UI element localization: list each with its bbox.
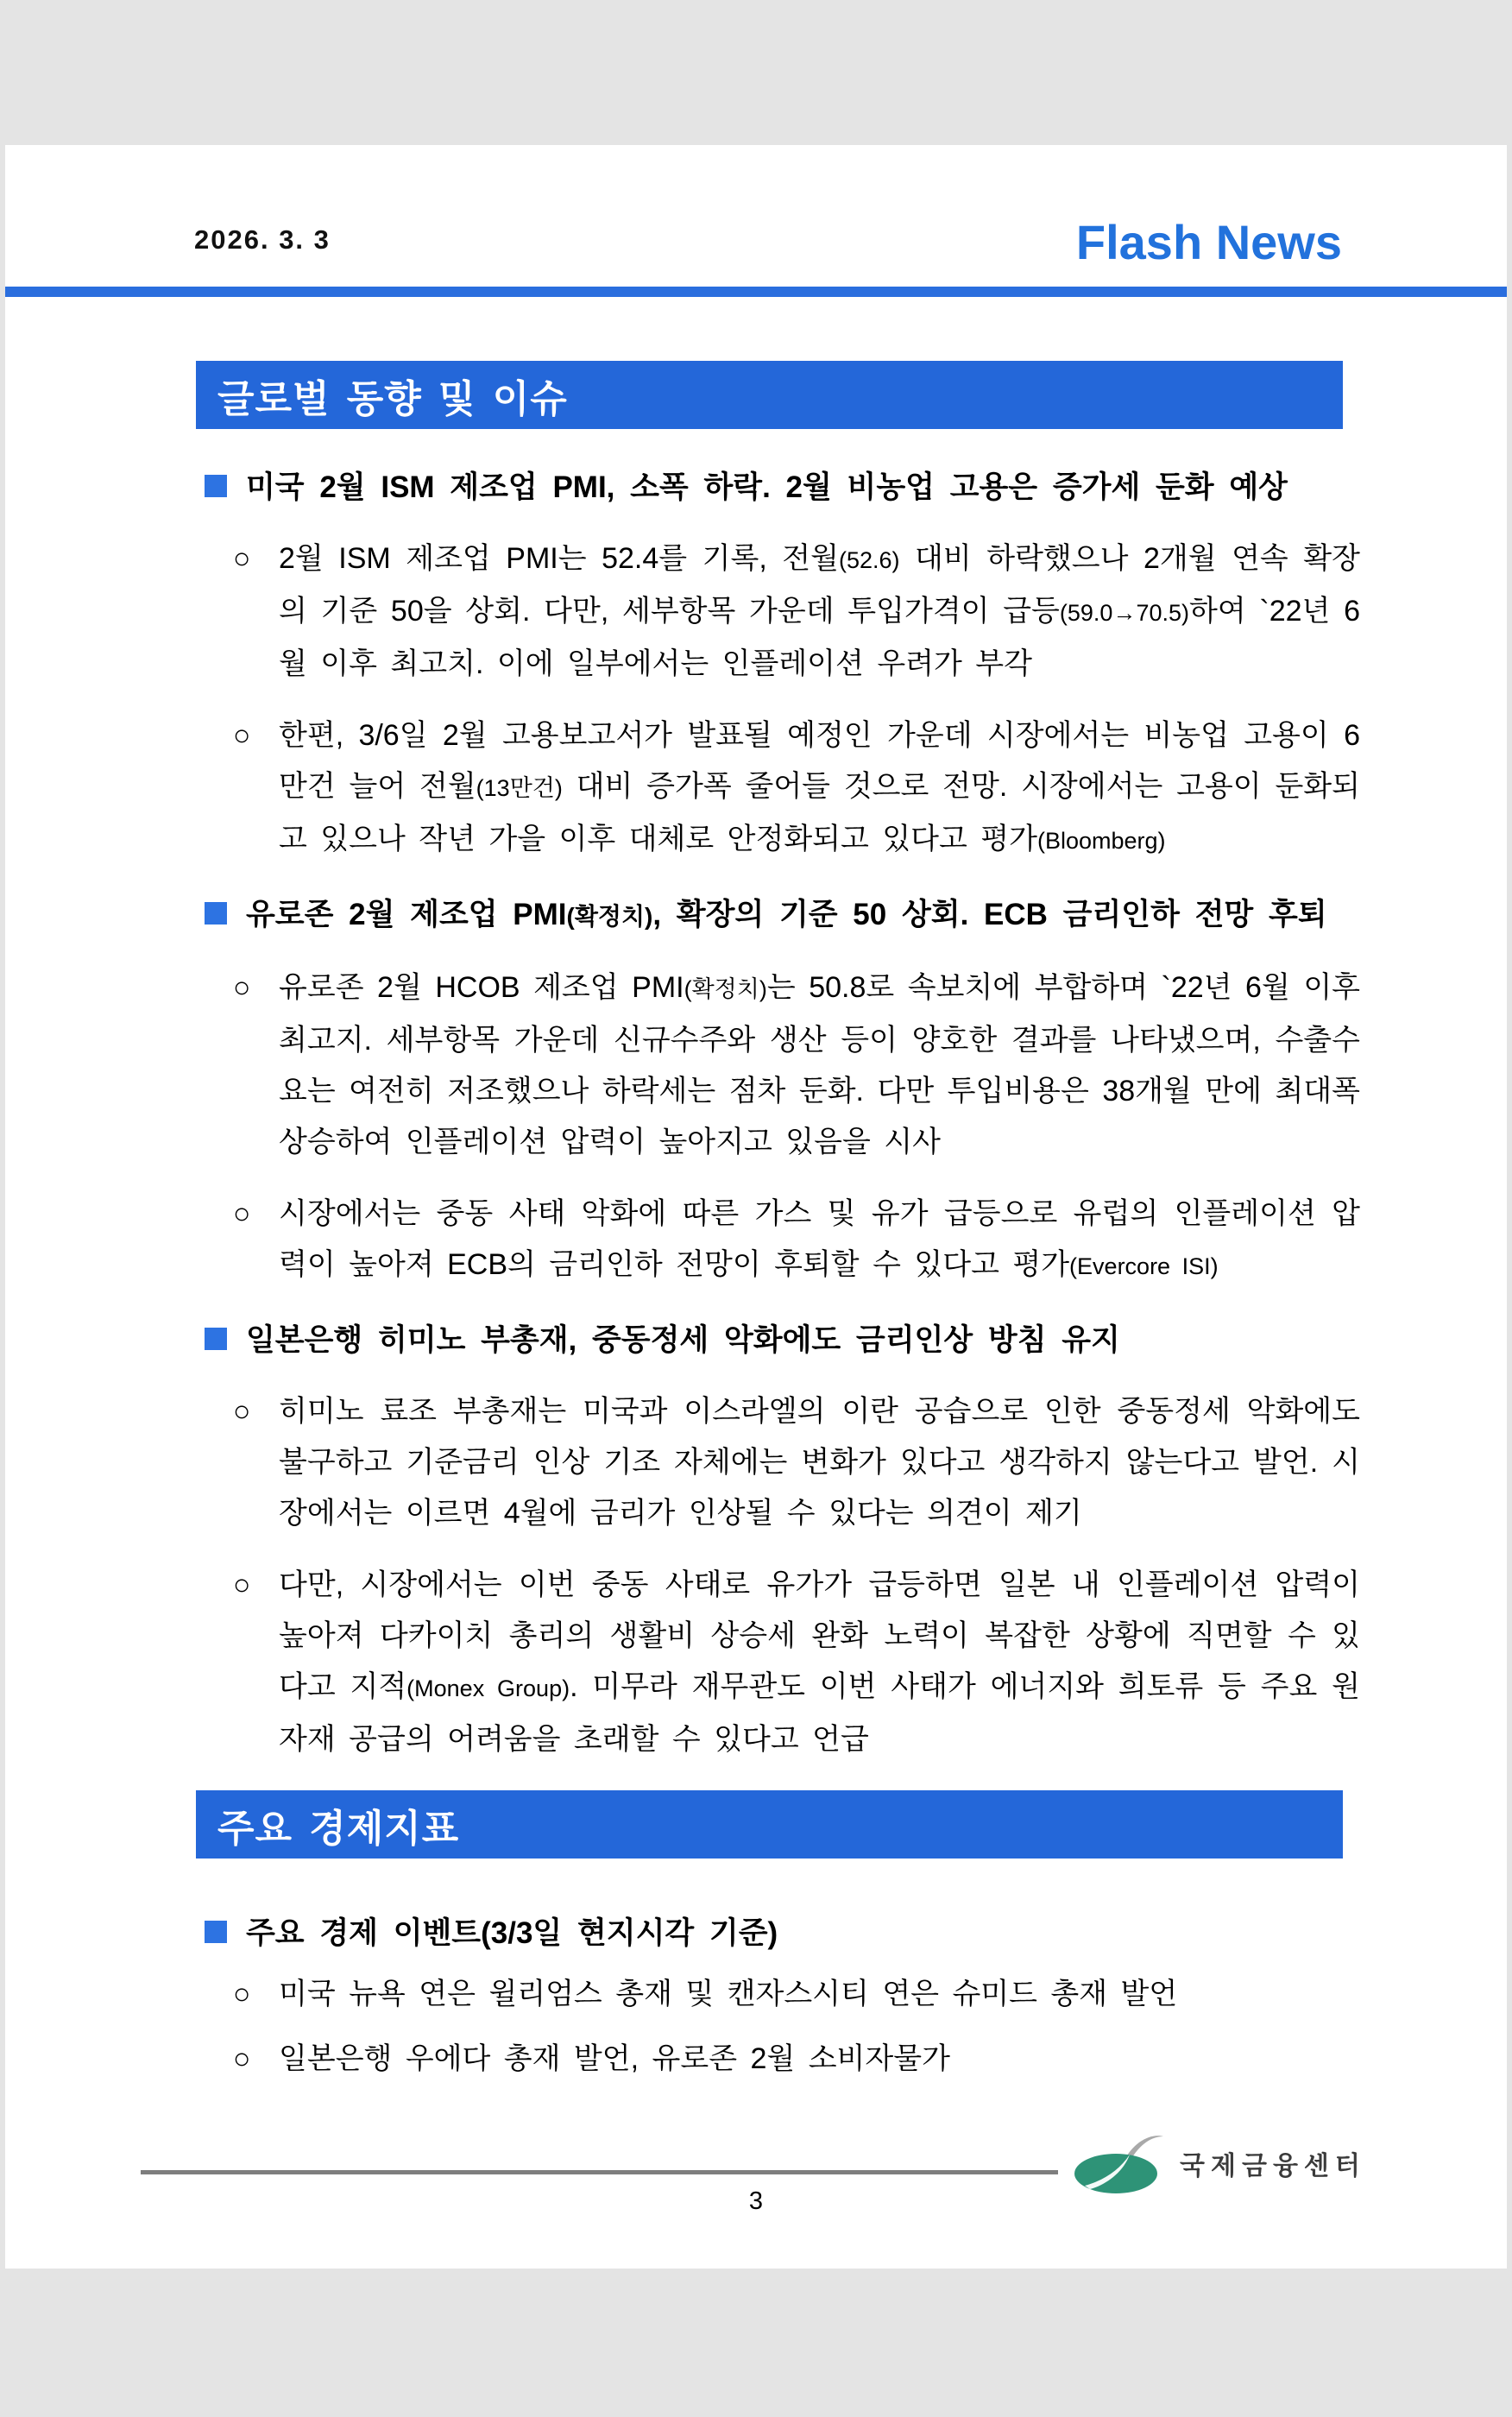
circle-bullet-icon: ○	[233, 2042, 251, 2075]
page-number: 3	[748, 2187, 764, 2215]
section-heading-text: 미국 2월 ISM 제조업 PMI, 소폭 하락. 2월 비농업 고용은 증가세 둔화 예상	[246, 470, 1288, 504]
text-run: 는 50.8로 속보치에 부합하며 `22년 6월 이후 최고지. 세부항목 가운데 신규수주와 생산 등이 양호한 결과를 나타냈으며, 수출수요는 여전히 저조했으나 하락세는 점차 둔화. 다만 투입비용은 38개월 만에 최대폭 상승하여 인플레이션 압력이 높아지고 있음을 시사	[279, 971, 1361, 1158]
circle-bullet-icon: ○	[233, 1197, 251, 1230]
bullet-paragraph-oil	[233, 1560, 1360, 1765]
text-run: 대비 하락했으나 2개월 연속 확장의 기준 50을 상회. 다만, 세부항목 가운데 투입가격이 급등	[279, 542, 1360, 628]
section-heading-text	[246, 898, 1327, 931]
section-heading-events	[205, 1908, 1360, 1959]
text-run: 미국 뉴욕 연은 윌리엄스 총재 및 캔자스시티 연은 슈미드 총재 발언	[279, 1978, 1178, 2010]
section-heading-text: 일본은행 히미노 부총재, 중동정세 악화에도 금리인상 방침 유지	[246, 1323, 1120, 1357]
circle-bullet-icon: ○	[233, 971, 251, 1004]
bullet-paragraph-himino	[233, 1386, 1360, 1539]
text-run: 일본은행 우에다 총재 발언, 유로존 2월 소비자물가	[279, 2042, 950, 2075]
text-run-small: (59.0→70.5)	[1059, 600, 1189, 626]
square-bullet-icon	[205, 1328, 227, 1350]
circle-bullet-icon: ○	[233, 719, 251, 752]
bullet-paragraph-fed-speakers	[233, 1969, 1360, 2020]
text-run: . 미무라 재무관도 이번 사태가 에너지와 희토류 등 주요 원자재 공급의 어려움을 초래할 수 있다고 언급	[279, 1670, 1360, 1756]
text-run: , 확장의 기준 50 상회. ECB 금리인하 전망 후퇴	[652, 898, 1327, 931]
kcif-logo-mark-icon	[1073, 2130, 1169, 2196]
text-run-small: (52.6)	[838, 547, 900, 573]
text-run: 유로존 2월 HCOB 제조업 PMI	[279, 971, 684, 1004]
bullet-paragraph-ism	[233, 533, 1360, 690]
header-rule	[5, 287, 1507, 297]
section-heading-eurozone	[205, 889, 1360, 942]
circle-bullet-icon: ○	[233, 1978, 251, 2010]
text-run: 2월 ISM 제조업 PMI는 52.4를 기록, 전월	[279, 542, 839, 575]
square-bullet-icon	[205, 475, 227, 497]
text-run: 시장에서는 중동 사태 악화에 따른 가스 및 유가 급등으로 유럽의 인플레이션 압력이 높아져 ECB의 금리인하 전망이 후퇴할 수 있다고 평가	[279, 1197, 1360, 1281]
section-banner-indicators: 주요 경제지표	[196, 1790, 1343, 1859]
report-date: 2026. 3. 3	[194, 224, 331, 255]
bullet-paragraph-ueda-cpi	[233, 2034, 1360, 2085]
circle-bullet-icon: ○	[233, 1568, 251, 1601]
text-run-small: (확정치)	[566, 903, 653, 930]
bullet-paragraph-ecb	[233, 1189, 1360, 1292]
text-run-small: (Monex Group)	[406, 1675, 570, 1701]
bullet-paragraph-hcob	[233, 962, 1361, 1168]
kcif-logo	[1073, 2130, 1366, 2196]
footer-rule	[141, 2170, 1058, 2174]
text-run: 유로존 2월 제조업 PMI	[246, 898, 567, 931]
section-heading-us	[205, 462, 1360, 513]
report-body	[5, 361, 1507, 2085]
text-run: 하여 `22년 6월 이후 최고치. 이에 일부에서는 인플레이션 우려가 부각	[279, 595, 1360, 680]
square-bullet-icon	[205, 902, 227, 925]
text-run: 히미노 료조 부총재는 미국과 이스라엘의 이란 공습으로 인한 중동정세 악화에도 불구하고 기준금리 인상 기조 자체에는 변화가 있다고 생각하지 않는다고 발언. 시장에서는 이르면 4월에 금리가 인상될 수 있다는 의견이 제기	[279, 1395, 1360, 1530]
text-run: 한편, 3/6일 2월 고용보고서가 발표될 예정인 가운데 시장에서는 비농업 고용이 6만건 늘어 전월	[279, 719, 1360, 803]
text-run-small: (13만건)	[476, 775, 563, 801]
text-run-small: (확정치)	[684, 976, 767, 1002]
section-heading-boj	[205, 1315, 1360, 1366]
text-run: 대비 증가폭 줄어들 것으로 전망. 시장에서는 고용이 둔화되고 있으나 작년 가을 이후 대체로 안정화되고 있다고 평가	[279, 770, 1360, 855]
circle-bullet-icon: ○	[233, 1395, 251, 1428]
bullet-paragraph-jobs	[233, 710, 1360, 867]
circle-bullet-icon: ○	[233, 542, 251, 575]
square-bullet-icon	[205, 1921, 227, 1943]
section-heading-text: 주요 경제 이벤트(3/3일 현지시각 기준)	[246, 1916, 778, 1950]
document-page	[5, 145, 1507, 2269]
report-title: Flash News	[1075, 215, 1342, 269]
text-run: 다만, 시장에서는 이번 중동 사태로 유가가 급등하면 일본 내 인플레이션 압력이 높아져 다카이치 총리의 생활비 상승세 완화 노력이 복잡한 상황에 직면할 수 있다고 지적	[279, 1568, 1360, 1703]
kcif-logo-text: 국제금융센터	[1180, 2152, 1366, 2180]
section-banner-global: 글로벌 동향 및 이슈	[196, 361, 1343, 429]
text-run-small: (Evercore ISI)	[1069, 1253, 1219, 1279]
text-run-small: (Bloomberg)	[1036, 828, 1166, 854]
